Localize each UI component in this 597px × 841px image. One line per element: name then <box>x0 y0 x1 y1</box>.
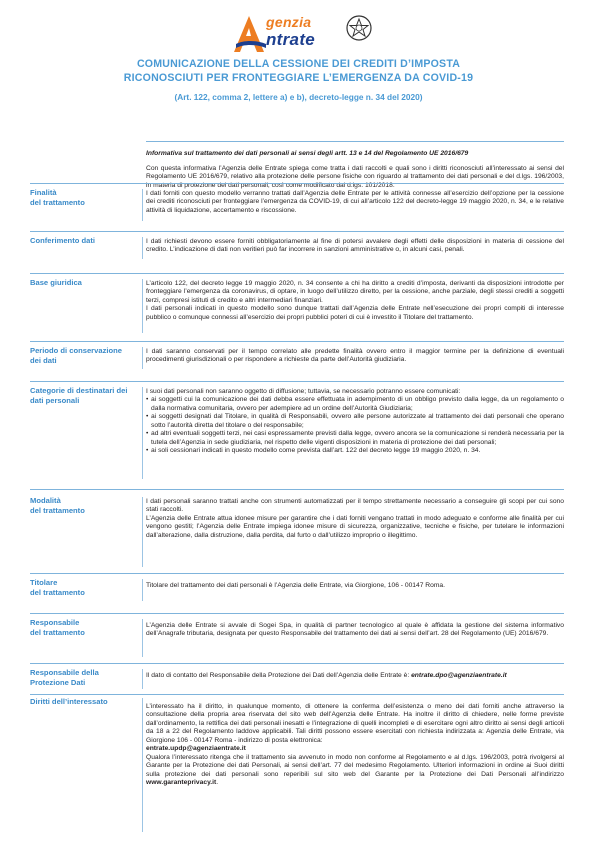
logo-word-entrate: ntrate <box>266 30 316 49</box>
section-text: I dati richiesti devono essere forniti obbligatoriamente al fine di potersi avvalere degli effetti delle disposizioni in materia di cessione del credito. L’indicazione di dati non veritieri può far incorrere in sanzioni amministrative o, in alcuni casi, penali. <box>146 238 564 254</box>
section-responsabile <box>30 613 564 661</box>
logo-a-icon <box>232 14 266 54</box>
section-label: Responsabile della Protezione Dati <box>30 668 99 687</box>
list-item: • ai soggetti designati dal Titolare, in qualità di Responsabili, ovvero alle persone autorizzate al trattamento dei dati personali che operano sotto l’autorità diretta del titolare o del responsabile; <box>151 413 564 430</box>
section-text: L’Agenzia delle Entrate si avvale di Sogei Spa, in qualità di partner tecnologico al quale è affidata la gestione del sistema informativo dell’Anagrafe tributaria, designata per questo Responsabile del trattamento dei dati ai sensi dell’art. 28 del Regolamento (UE) 2016/679. <box>146 622 564 638</box>
privacy-notice-heading: Informativa sul trattamento dei dati personali ai sensi degli artt. 13 e 14 del Regolamento UE 2016/679 <box>146 150 469 157</box>
section-categorie-destinatari <box>30 381 564 481</box>
section-label: Finalità del trattamento <box>30 188 85 207</box>
modalita-paragraph-2: L’Agenzia delle Entrate attua idonee misure per garantire che i dati forniti vengano trattati in modo adeguato e conforme alle finalità per cui vengono gestiti; l’Agenzia delle Entrate impiega idonee misure di sicurezza, organizzative, tecniche e fisiche, per tutelare le informazioni dall’alterazione, dalla distruzione, dalla perdita, dal furto o dall’utilizzo improprio o illegittimo. <box>146 514 564 539</box>
section-label: Conferimento dati <box>30 236 95 245</box>
base-paragraph-2: I dati personali indicati in questo modello sono dunque trattati dall’Agenzia delle Entrate nell’esecuzione dei propri compiti di interesse pubblico o comunque connessi all’esercizio dei propri pubblici poteri di cui è investito il Titolare del trattamento. <box>146 305 564 321</box>
section-text <box>146 703 564 788</box>
section-label: Periodo di conservazione dei dati <box>30 346 122 365</box>
recipients-list <box>146 396 564 455</box>
garante-website-link[interactable]: www.garanteprivacy.it <box>146 779 217 787</box>
section-conferimento <box>30 231 564 263</box>
section-text <box>146 498 564 540</box>
diritti-paragraph-1: L’interessato ha il diritto, in qualunque momento, di ottenere la conferma dell’esistenza o meno dei dati forniti anche attraverso la consultazione della propria area riservata del sito web dell’Agenzia delle Entrate. Ha inoltre il diritto di chiedere, nelle forme previste dall’ordinamento, la rettifica dei dati personali inesatti e l’integrazione di quelli incompleti e di esercitare ogni altro diritto ai sensi degli articoli da 18 a 22 del Regolamento laddove applicabili. Tali diritti possono essere esercitati con richiesta indirizzata a: Agenzia delle Entrate, via Giorgione 106 - 00147 Roma - indirizzo di posta elettronica: <box>146 703 564 744</box>
document-subtitle: (Art. 122, comma 2, lettere a) e b), decreto-legge n. 34 del 2020) <box>174 92 423 102</box>
section-label: Titolare del trattamento <box>30 578 85 597</box>
section-label: Categorie di destinatari dei dati personali <box>30 386 128 405</box>
diritti-paragraph-2 <box>146 754 564 788</box>
modalita-paragraph-1: I dati personali saranno trattati anche con strumenti automatizzati per il tempo strettamente necessario a conseguire gli scopi per cui sono stati raccolti. <box>146 498 564 514</box>
document-title-line1: COMUNICAZIONE DELLA CESSIONE DEI CREDITI D’IMPOSTA <box>136 58 461 70</box>
section-modalita <box>30 489 564 569</box>
document-title-line2: RICONOSCIUTI PER FRONTEGGIARE L’EMERGENZA DA COVID-19 <box>123 72 474 84</box>
section-titolare <box>30 573 564 609</box>
period: . <box>216 779 219 787</box>
italian-republic-emblem-icon <box>344 12 374 44</box>
dpo-text: Il dato di contatto del Responsabile della Protezione dei Dati dell’Agenzia delle Entrate è: <box>146 672 412 679</box>
section-label: Base giuridica <box>30 278 82 287</box>
section-label: Diritti dell’interessato <box>30 697 108 706</box>
privacy-notice-intro: Con questa informativa l’Agenzia delle Entrate spiega come tratta i dati raccolti e quali sono i diritti riconosciuti all’interessato ai sensi del Regolamento UE 2016/679, relativo alla protezione delle persone fisiche con riguardo al trattamento dei dati personali e del d.lgs. 196/2003, in materia di protezione dei dati personali, così come modificato dal d.lgs. 101/2018. <box>146 165 564 189</box>
section-dpo <box>30 663 564 693</box>
categorie-intro: I suoi dati personali non saranno oggetto di diffusione; tuttavia, se necessario potranno essere comunicati: <box>146 388 461 395</box>
list-item: • ai soggetti cui la comunicazione dei dati debba essere effettuata in adempimento di un obbligo previsto dalla legge, da un regolamento o dalla normativa comunitaria, ovvero per adempiere ad un ordine dell’Autorità Giudiziaria; <box>151 396 564 413</box>
logo-word-agenzia: genzia <box>266 14 312 30</box>
section-label: Responsabile del trattamento <box>30 618 85 637</box>
base-paragraph-1: L’articolo 122, del decreto legge 19 maggio 2020, n. 34 consente a chi ha diritto a crediti d’imposta, derivanti da disposizioni introdotte per fronteggiare l’emergenza da coronavirus, di optare, in luogo dell’utilizzo diretto, per la cessione, anche parziale, degli stessi crediti a soggetti terzi, compresi istituti di credito e altri intermediari finanziari. <box>146 280 564 304</box>
section-text: I dati forniti con questo modello verranno trattati dall’Agenzia delle Entrate per le attività connesse all’esercizio dell’opzione per la cessione dei crediti riconosciuti per fronteggiare l’emergenza da COVID-19, di cui all’articolo 122 del decreto-legge 19 maggio 2020, n. 34, e le relative attività di liquidazione, accertamento e riscossione. <box>146 190 564 214</box>
agenzia-entrate-logo <box>226 12 366 56</box>
section-base-giuridica <box>30 273 564 335</box>
updp-email-link[interactable]: entrate.updp@agenziaentrate.it <box>146 745 246 753</box>
list-item: • ad altri eventuali soggetti terzi, nei casi espressamente previsti dalla legge, ovvero ancora se la comunicazione si renderà necessaria per la tutela dell’Agenzia in sede giudiziaria, nel rispetto delle vigenti disposizioni in materia di protezione dei dati personali; <box>151 430 564 447</box>
section-text <box>146 672 564 680</box>
section-text: I dati saranno conservati per il tempo correlato alle predette finalità ovvero entro il maggior termine per la definizione di eventuali procedimenti giurisdizionali o per rispondere a richieste da parte dell’Autorità giudiziaria. <box>146 348 564 364</box>
diritti-text: Qualora l’interessato ritenga che il trattamento sia avvenuto in modo non conforme al Regolamento e al d.lgs. 196/2003, potrà rivolgersi al Garante per la Protezione dei dati Personali, ai sensi dell’art. 77 del medesimo Regolamento. Ulteriori informazioni in ordine ai Suoi diritti sulla protezione dei dati personali sono reperibili sul sito web del Garante per la Protezione dei Dati Personali all’indirizzo <box>146 753 564 778</box>
section-periodo-conservazione <box>30 341 564 379</box>
dpo-email-link[interactable]: entrate.dpo@agenziaentrate.it <box>411 672 507 679</box>
section-label: Modalità del trattamento <box>30 496 85 515</box>
section-text <box>146 388 564 456</box>
section-finalita <box>30 183 564 223</box>
list-item: • ai soli cessionari indicati in questo modello come prevista dall’art. 122 del decreto legge 19 maggio 2020, n. 34. <box>151 447 564 455</box>
section-text: Titolare del trattamento dei dati personali è l’Agenzia delle Entrate, via Giorgione, 106 - 00147 Roma. <box>146 582 446 589</box>
section-diritti <box>30 694 564 834</box>
section-text <box>146 280 564 322</box>
